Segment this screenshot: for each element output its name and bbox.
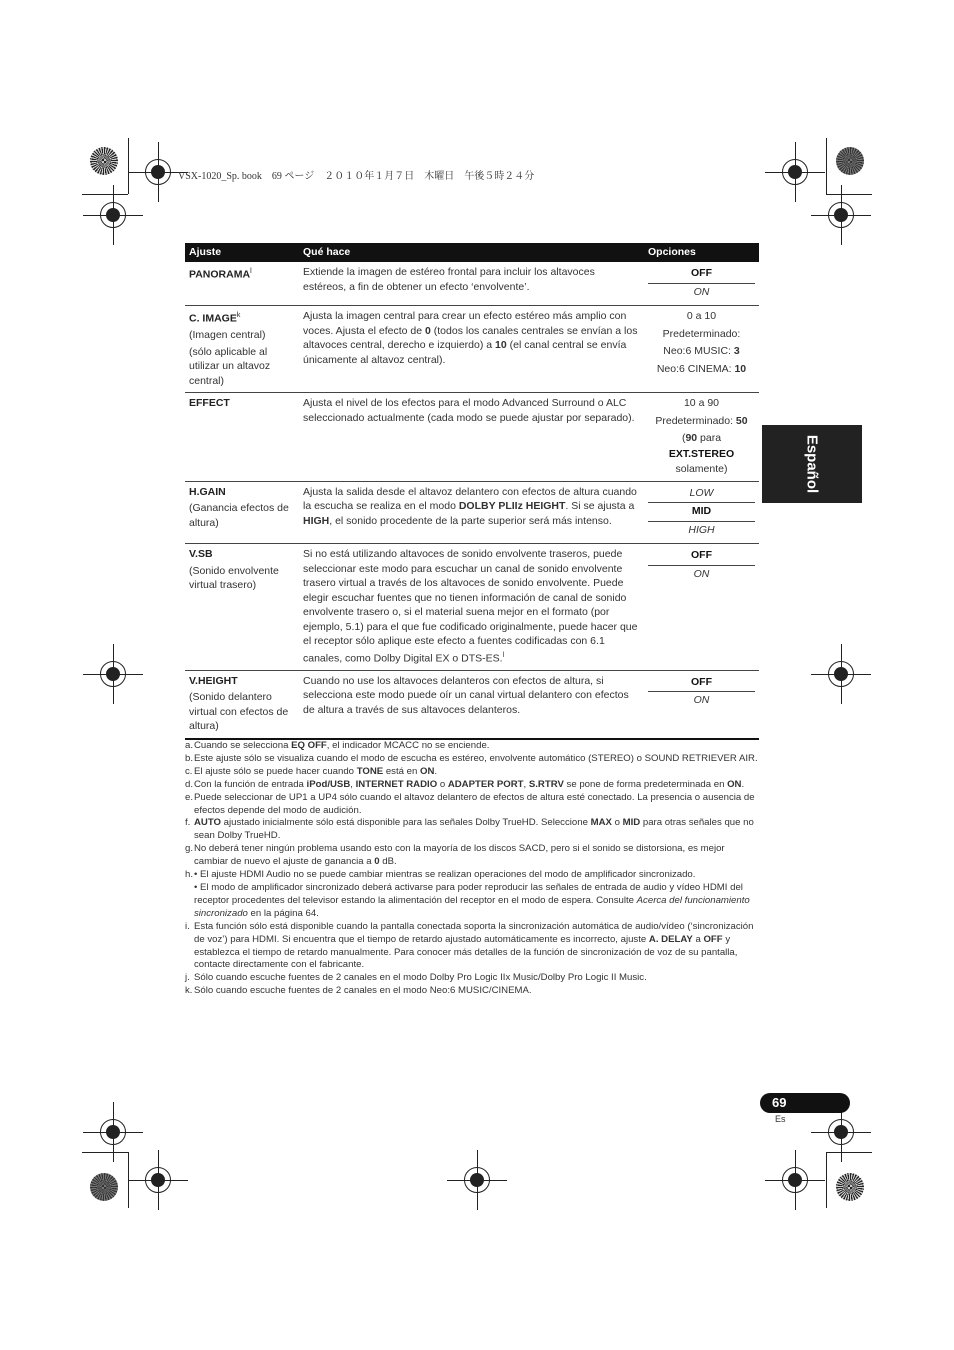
description-cell: Cuando no use los altavoces delanteros con efectos de altura, si selecciona este modo puede oír un canal virtual delantero con efectos de altura a través de sus altavoces delanteros. xyxy=(299,670,644,739)
setting-subtitle: (Sonido envolvente virtual trasero) xyxy=(189,564,279,591)
option-value: HIGH xyxy=(688,523,715,536)
option-line: Neo:6 CINEMA: 10 xyxy=(656,362,747,375)
setting-subtitle: (Ganancia efectos de altura) xyxy=(189,502,289,529)
table-row xyxy=(185,262,759,306)
setting-name: C. IMAGE xyxy=(189,312,237,325)
side-tab-label: Español xyxy=(803,434,821,494)
footnote-ref: k xyxy=(236,312,241,319)
option-line: 10 a 90 xyxy=(683,397,720,409)
option-value: OFF xyxy=(648,547,755,566)
option-line: 0 a 10 xyxy=(686,310,717,322)
footnote: j. Sólo cuando escuche fuentes de 2 canales en el modo Dolby Pro Logic IIx Music/Dolby Pro Logic II Music. xyxy=(185,972,647,984)
options-cell xyxy=(644,670,759,739)
setting-name: V.SB xyxy=(189,548,213,560)
options-cell xyxy=(644,306,759,393)
table-row xyxy=(185,481,759,544)
starburst-mark-icon xyxy=(836,1173,864,1201)
language-side-tab xyxy=(762,425,862,503)
options-cell xyxy=(644,544,759,671)
options-cell xyxy=(644,262,759,306)
column-header: Qué hace xyxy=(299,243,644,262)
page-language-code: Es xyxy=(775,1114,786,1124)
option-line: Predeterminado: 50 xyxy=(655,414,748,427)
option-line: solamente) xyxy=(675,463,728,475)
starburst-mark-icon xyxy=(90,147,118,175)
file-header: VSX-1020_Sp. book 69 ページ ２０１０年１月７日 木曜日 午後５時２４分 xyxy=(178,171,535,182)
page-number-badge xyxy=(760,1093,850,1113)
footnote: b. Este ajuste sólo se visualiza cuando el modo de escucha es estéreo, envolvente automático (STEREO) o SOUND RETRIEVER AIR. xyxy=(185,752,758,764)
option-value: ON xyxy=(693,694,710,706)
option-value: OFF xyxy=(648,265,755,284)
footnote: c. El ajuste sólo se puede hacer cuando TONE está en ON. xyxy=(185,765,438,777)
option-value: MID xyxy=(648,503,755,522)
footnote: d. Con la función de entrada iPod/USB, INTERNET RADIO o ADAPTER PORT, S.RTRV se pone de forma predeterminada en ON. xyxy=(185,778,745,790)
option-line: Predeterminado: xyxy=(662,327,741,340)
option-line: Neo:6 MUSIC: 3 xyxy=(663,345,740,357)
options-cell xyxy=(644,393,759,482)
table-row xyxy=(185,670,759,739)
setting-cell xyxy=(185,262,299,306)
starburst-mark-icon xyxy=(836,147,864,175)
description-cell: Ajusta la imagen central para crear un efecto estéreo más amplio con voces. Ajusta el efecto de 0 (todos los canales centrales se envían a los altavoces central, derecho e izquierdo) a 10 (el canal central se envía únicamente al altavoz central). xyxy=(299,306,644,393)
setting-cell xyxy=(185,481,299,544)
option-line: (90 para xyxy=(681,432,722,444)
options-cell xyxy=(644,481,759,544)
footnote: k. Sólo cuando escuche fuentes de 2 canales en el modo Neo:6 MUSIC/CINEMA. xyxy=(185,985,532,997)
description-cell: Ajusta el nivel de los efectos para el modo Advanced Surround o ALC seleccionado actualmente (cada modo se puede ajustar por separado). xyxy=(299,393,644,482)
table-header-row xyxy=(185,243,759,262)
description-cell: Extiende la imagen de estéreo frontal para incluir los altavoces estéreos, a fin de obtener un efecto ‘envolvente’. xyxy=(299,262,644,306)
setting-subtitle: (sólo aplicable al utilizar un altavoz central) xyxy=(189,345,271,387)
option-value: ON xyxy=(693,567,710,580)
footnote: g. No deberá tener ningún problema usando esto con la mayoría de los discos SACD, pero si el sonido se distorsiona, es mejor cambiar de nuevo el ajuste de ganancia a 0 dB. xyxy=(185,843,725,868)
page-number: 69 xyxy=(772,1095,787,1110)
setting-cell xyxy=(185,544,299,671)
setting-subtitle: (Sonido delantero virtual con efectos de altura) xyxy=(189,691,289,732)
option-line: EXT.STEREO xyxy=(668,447,735,460)
setting-cell xyxy=(185,306,299,393)
column-header: Ajuste xyxy=(185,243,299,262)
footnote: • El modo de amplificador sincronizado deberá activarse para poder reproducir las señales de entrada de audio y vídeo HDMI del receptor procedentes del televisor estando la alimentación del receptor en el modo de espera. Consulte Acerca del funcionamiento sincronizado en la página 64. xyxy=(194,881,750,919)
footnote-ref: l xyxy=(502,651,505,659)
setting-name: V.HEIGHT xyxy=(189,674,238,687)
column-header: Opciones xyxy=(644,243,759,262)
option-value: ON xyxy=(693,285,710,298)
setting-name: PANORAMA xyxy=(189,268,251,281)
footnote: f. AUTO ajustado inicialmente sólo está disponible para las señales Dolby TrueHD. Seleccione MAX o MID para otras señales que no sean Dolby TrueHD. xyxy=(185,817,754,842)
description-text: Si no está utilizando altavoces de sonido envolvente traseros, puede seleccionar este modo para escuchar un canal de sonido envolvente trasero virtual a través de los altavoces de sonido envolvente. Puede elegir escuchar fuentes que no tienen información de canal de sonido envolvente trasero o, si el material suena mejor en el formato (por ejemplo, 5.1) para el que fue codificado originalmente, puede hacer que el receptor sólo aplique este efecto a fuentes codificadas con 6.1 canales, como Dolby Digital EX o DTS-ES. xyxy=(303,548,638,664)
table-row xyxy=(185,544,759,671)
description-cell: Ajusta la salida desde el altavoz delantero con efectos de altura cuando la escucha se realiza en el modo DOLBY PLIIz HEIGHT. Si se ajusta a HIGH, el sonido procedente de la parte superior será más intenso. xyxy=(299,481,644,544)
setting-cell xyxy=(185,393,299,482)
setting-cell xyxy=(185,670,299,739)
footnotes xyxy=(185,740,759,998)
footnote: a. Cuando se selecciona EQ OFF, el indicador MCACC no se enciende. xyxy=(185,740,490,751)
option-value: OFF xyxy=(648,674,755,693)
settings-table xyxy=(185,243,759,740)
footnote-ref: l xyxy=(250,268,252,275)
table-row xyxy=(185,306,759,393)
description-cell xyxy=(299,544,644,671)
footnote: e. Puede seleccionar de UP1 a UP4 sólo cuando el altavoz delantero de efectos de altura esté conectado. La presencia o ausencia de efectos depende del modo de audición. xyxy=(185,791,755,816)
setting-name: H.GAIN xyxy=(189,485,226,498)
setting-subtitle: (Imagen central) xyxy=(189,329,266,341)
starburst-mark-icon xyxy=(90,1173,118,1201)
option-value: LOW xyxy=(648,485,755,504)
setting-name: EFFECT xyxy=(189,397,230,409)
table-row xyxy=(185,393,759,482)
footnote: h. • El ajuste HDMI Audio no se puede cambiar mientras se realizan operaciones del modo de amplificador sincronizado. xyxy=(185,869,696,881)
footnote: i. Esta función sólo está disponible cuando la pantalla conectada soporta la sincronización automática de audio/vídeo (‘sincronización de voz’) para HDMI. Si encuentra que el tiempo de retardo ajustado automáticamente es incorrecto, ajuste A. DELAY a OFF y establezca el tiempo de retardo manualmente. Para conocer más detalles de la función de sincronización de voz de su pantalla, contacte directamente con el fabricante. xyxy=(185,920,754,971)
